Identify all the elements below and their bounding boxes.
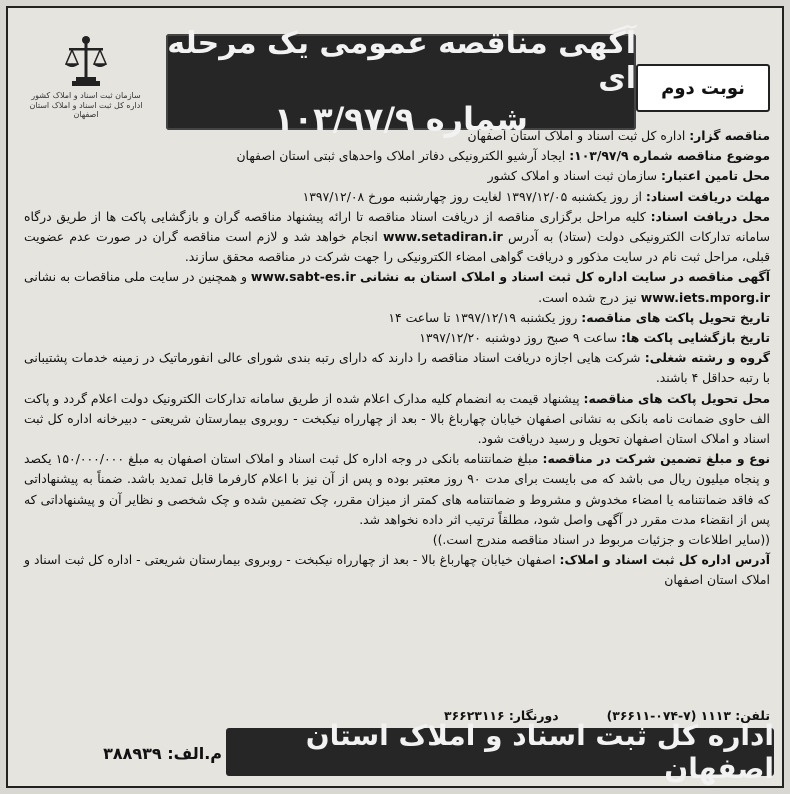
tender-subject: موضوع مناقصه شماره ۱۰۳/۹۷/۹: ایجاد آرشیو الکترونیکی دفاتر املاک واحدهای ثبتی استان اصفهان (236, 148, 770, 164)
publication-notice: آگهی مناقصه در سایت اداره کل ثبت اسناد و املاک استان به نشانی www.sabt-es.ir و همچنین در سایت ملی مناقصات به نشانی www.iets.mporg.ir نیز درج شده است. (24, 269, 770, 305)
document-deadline: مهلت دریافت اسناد: از روز یکشنبه ۱۳۹۷/۱۲/۰۵ لغایت روز چهارشنبه مورخ ۱۳۹۷/۱۲/۰۸ (302, 188, 770, 204)
office-address: آدرس اداره کل ثبت اسناد و املاک: اصفهان خیابان چهارباغ بالا - بعد از چهارراه نیکبخت - روبروی بیمارستان شریعتی - اداره کل ثبت اسناد و املاک استان اصفهان (24, 552, 770, 588)
iets-link[interactable]: www.iets.mporg.ir (640, 289, 770, 305)
tender-organizer: مناقصه گزار: اداره کل ثبت اسناد و املاک استان اصفهان (467, 128, 770, 143)
publication-round-badge: نوبت دوم (636, 64, 770, 112)
ad-body (24, 126, 770, 591)
ad-title: آگهی مناقصه عمومی یک مرحله ای (167, 26, 636, 96)
scales-of-justice-icon (63, 34, 109, 88)
funding-source: محل تامین اعتبار: سازمان ثبت اسناد و املاک کشور (487, 168, 770, 184)
fax-number: دورنگار: ۳۶۶۲۳۱۱۶ (444, 708, 559, 723)
ad-reference-code: م.الف: ۳۸۸۹۳۹ (103, 743, 222, 763)
guarantee-terms: نوع و مبلغ تضمین شرکت در مناقصه: مبلغ ضمانتنامه بانکی در وجه اداره کل ثبت اسناد و املاک استان اصفهان به مبلغ ۱۵۰/۰۰۰/۰۰۰ یکصد و پنجاه میلیون ریال می باشد که می بایست برای مدت ۹۰ روز معتبر بوده و پس از آن نیز با اعلام کارفرما قابل تمدید باشد. ضمناً به پیشنهاداتی که فاقد ضمانتنامه یا امضاء مخدوش و مشروط و ضمانتنامه های کمتر از میزان مقرر، چک تضمین شده و چک شخصی و نظایر آن و پیشنهاداتی که پس از انقضاء مدت مقرر در آگهی واصل شود، مطلقاً ترتیب اثر داده نخواهد شد. (24, 451, 771, 527)
organization-name-banner: اداره کل ثبت اسناد و املاک استان اصفهان (226, 728, 774, 776)
organization-logo (26, 34, 146, 130)
submission-location: محل تحویل پاکت های مناقصه: پیشنهاد قیمت به انضمام کلیه مدارک اعلام شده از طریق سامانه تدارکات الکترونیک دولت اعلام گردد و پاکت الف حاوی ضمانت نامه بانکی به نشانی اصفهان خیابان چهارباغ بالا - بعد از چهارراه نیکبخت - روبروی بیمارستان شریعتی - دبیرخانه اداره کل ثبت اسناد و املاک استان اصفهان تحویل و رسید دریافت شود. (24, 390, 770, 447)
ad-footer (16, 719, 774, 785)
document-location: محل دریافت اسناد: کلیه مراحل برگزاری مناقصه از دریافت اسناد مناقصه تا ارائه پیشنهاد مناقصه گران و بازگشایی پاکت ها از طریق درگاه سامانه تدارکات الکترونیکی دولت (ستاد) به آدرس www.setadiran.ir انجام خواهد شد و لازم است مناقصه گران در صورت عدم عضویت قبلی، مراحل ثبت نام در سایت مذکور و دریافت گواهی امضاء الکترونیکی را جهت شرکت در مناقصه محقق سازند. (24, 208, 771, 265)
title-banner (166, 26, 636, 138)
submission-date: تاریخ تحویل پاکت های مناقصه: روز یکشنبه ۱۳۹۷/۱۲/۱۹ تا ساعت ۱۴ (388, 309, 770, 325)
tender-number: شماره ۱۰۳/۹۷/۹ (274, 100, 528, 138)
phone-number: تلفن: ۱۱۱۳ (۷-۰۷۴-۳۶۶۱۱) (606, 708, 770, 723)
opening-date: تاریخ بازگشایی پاکت ها: ساعت ۹ صبح روز دوشنبه ۱۳۹۷/۱۲/۲۰ (419, 330, 770, 346)
logo-caption: سازمان ثبت اسناد و املاک کشور اداره کل ثبت اسناد و املاک استان اصفهان (29, 91, 143, 120)
eligibility: گروه و رشته شغلی: شرکت هایی اجازه دریافت اسناد مناقصه را دارند که دارای رتبه بندی شورای عالی انفورماتیک در زمینه خدمات پشتیبانی با رتبه حداقل ۴ باشند. (24, 350, 770, 386)
more-info-note: ((سایر اطلاعات و جزئیات مربوط در اسناد مناقصه مندرج است.)) (432, 532, 770, 548)
sabt-es-link[interactable]: www.sabt-es.ir (250, 269, 356, 285)
newspaper-ad (6, 6, 784, 788)
setadiran-link[interactable]: www.setadiran.ir (382, 229, 503, 245)
